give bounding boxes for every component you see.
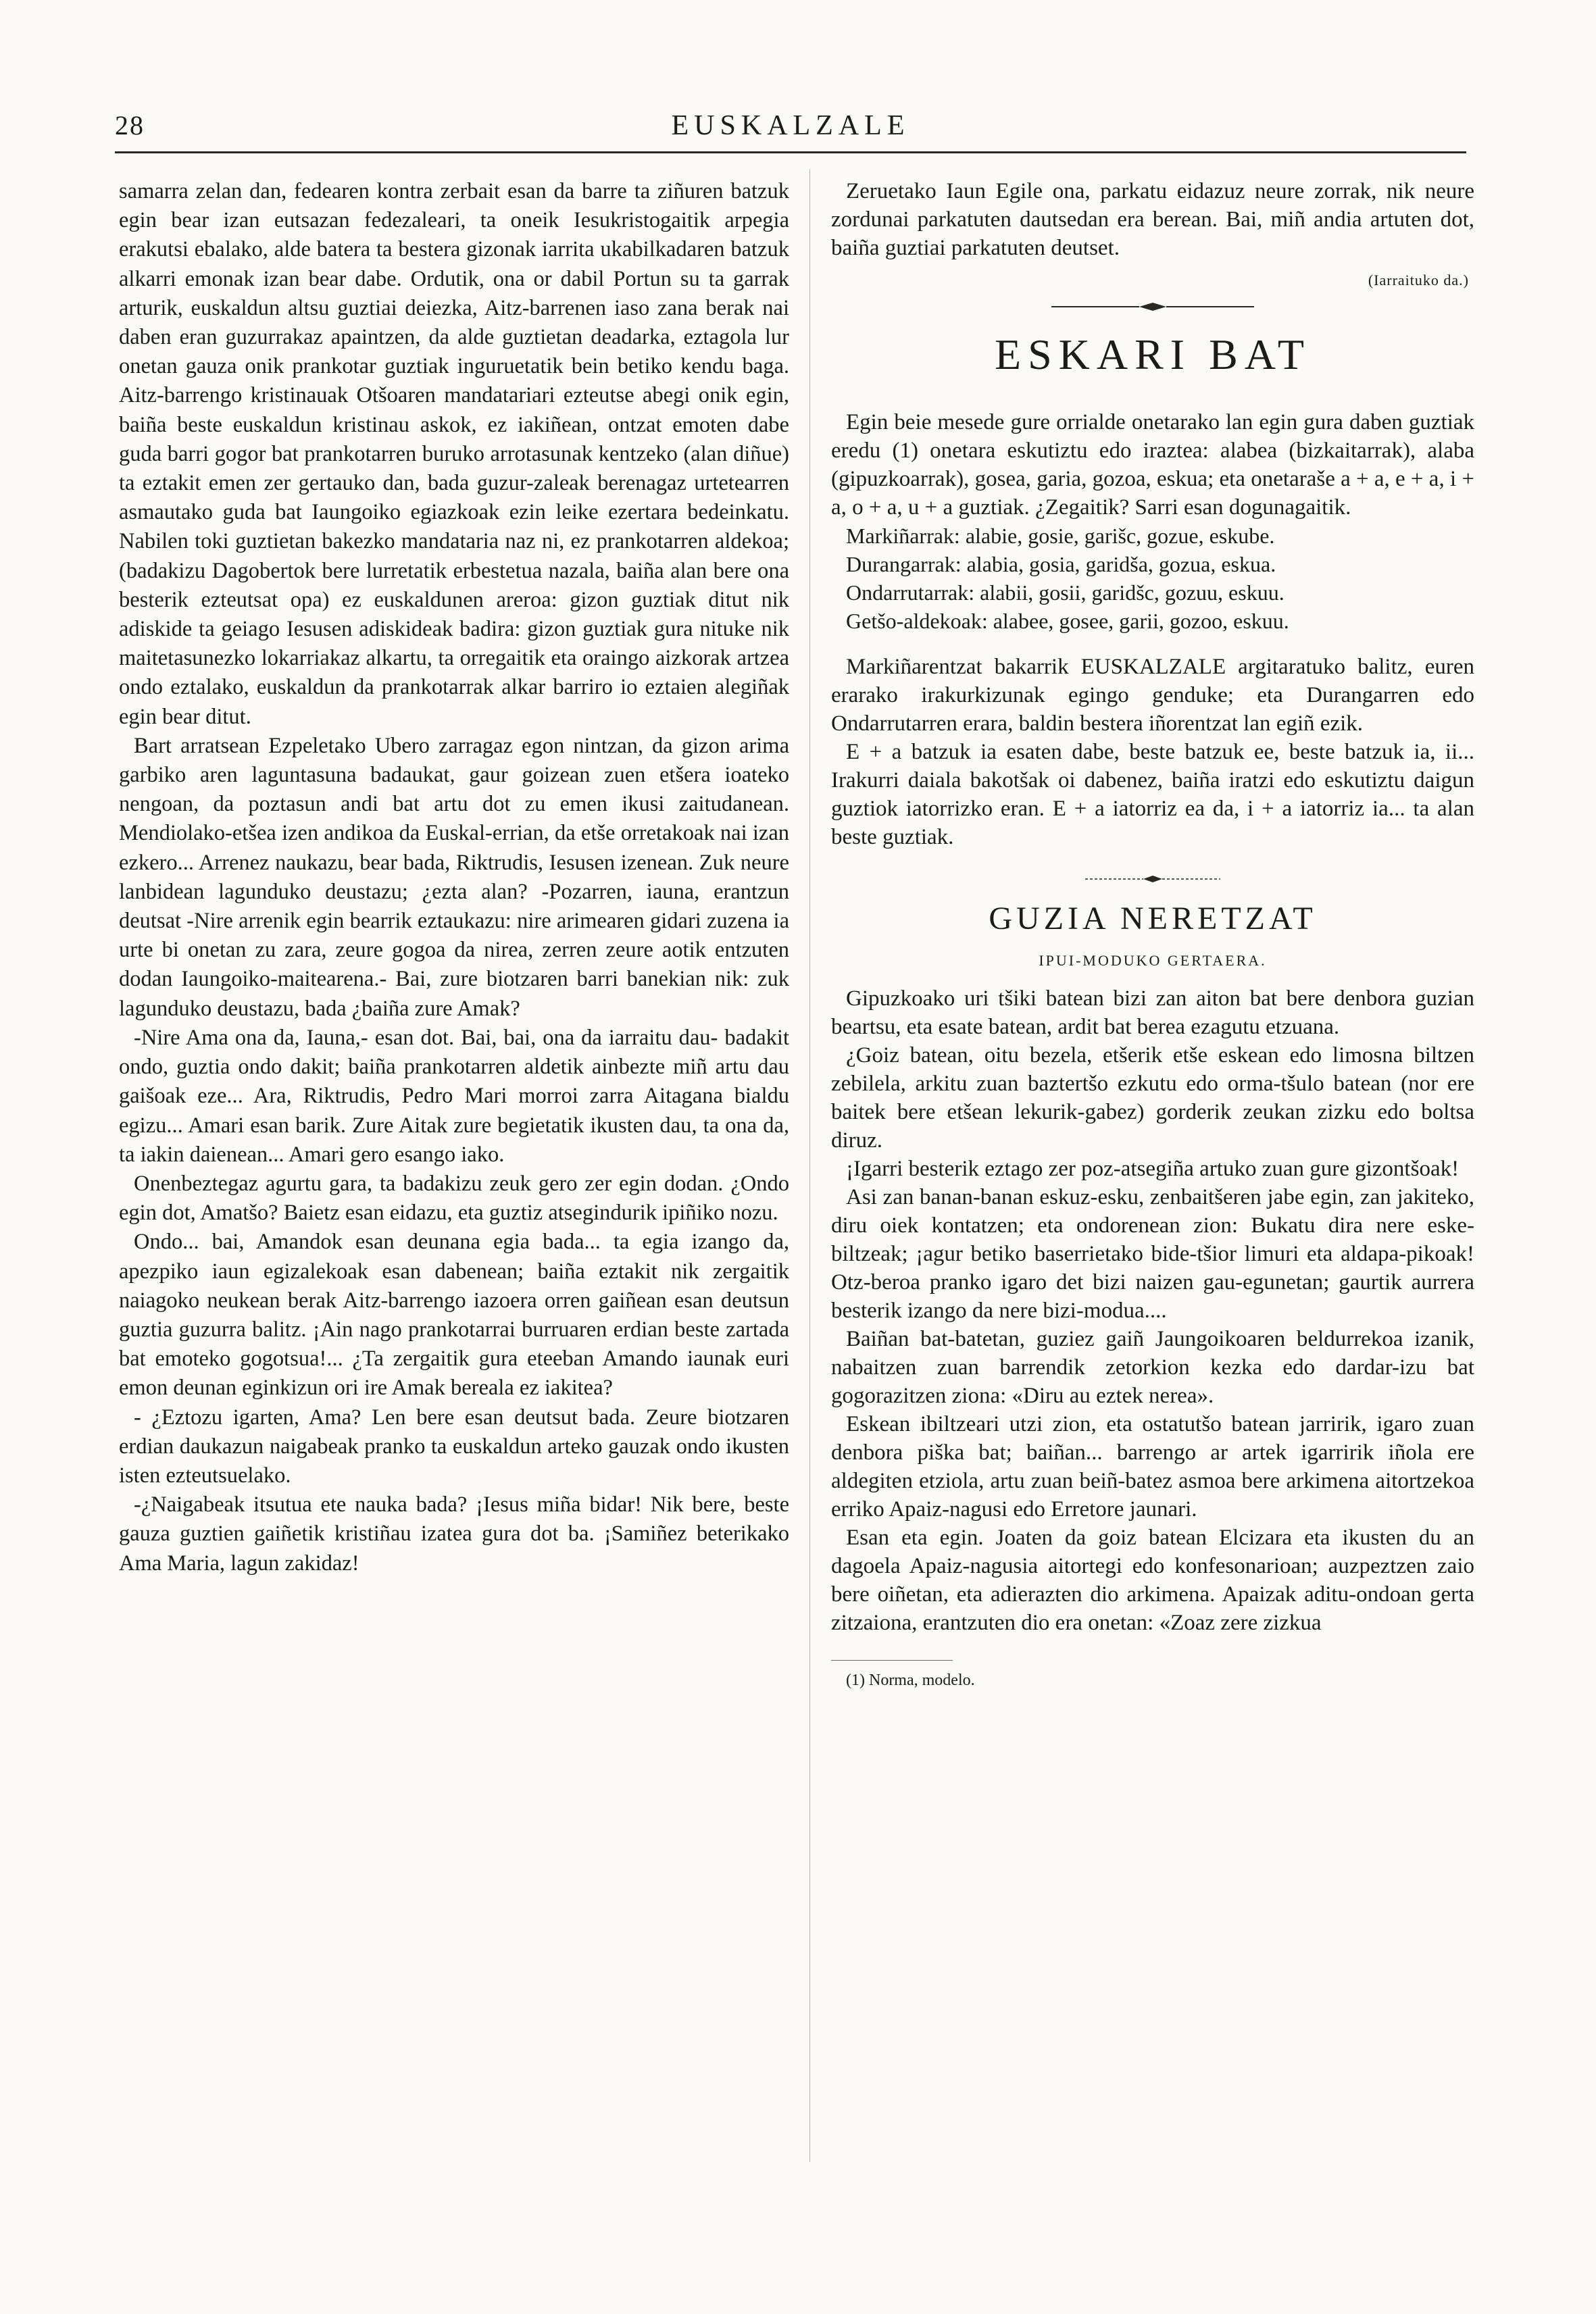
running-title: EUSKALZALE [671, 110, 910, 141]
dialect-list [831, 522, 1474, 635]
paragraph: ¿Goiz batean, oitu bezela, etšerik etše eskean edo limosna biltzen zebilela, arkitu zuan baztertšo ezkutu edo orma-tšulo batean (nor ere baitek bere etšean lekurik-gabez) gorderik zeukan zizku edo boltsa diruz. [831, 1043, 1474, 1153]
footnote: (1) Norma, modelo. [846, 1671, 975, 1689]
paragraph: - ¿Eztozu igarten, Ama? Len bere esan deutsut bada. Zeure biotzaren erdian daukazun naigabeak pranko ta euskaldun arteko gauzak ondo ikusten isten ezteutsuelako. [119, 1405, 789, 1488]
paragraph: Egin beie mesede gure orrialde onetarako lan egin gura daben guztiak eredu (1) onetara eskutiztu edo iraztea: alabea (bizkaitarrak), alaba (gipuzkoarrak), gosea, garia, gozoa, eskua; eta onetaraše a + a, e + a, i + a, o + a, u + a guztiak. ¿Zegaitik? Sarri esan dogunagaitik. [831, 410, 1474, 520]
paragraph: Gipuzkoako uri tšiki batean bizi zan aiton bat bere denbora guzian beartsu, eta esate batean, ardit bat berea ezagutu etzuana. [831, 986, 1474, 1039]
paragraph: ¡Igarri besterik eztago zer poz-atsegiña artuko zuan gure gizontšoak! [846, 1157, 1460, 1181]
ornament-divider [831, 874, 1474, 884]
page-number: 28 [115, 110, 145, 141]
list-item: Durangarrak: alabia, gosia, garidša, gozua, eskua. [846, 552, 1276, 576]
section-title-eskari-bat: ESKARI BAT [994, 330, 1312, 378]
paragraph: -¿Naigabeak itsutua ete nauka bada? ¡Iesus miña bidar! Nik bere, beste gauza guztien gaiñetik kristiñau izatea gura dot ba. ¡Samiñez beterikako Ama Maria, lagun zakidaz! [119, 1492, 789, 1576]
paragraph: Bart arratsean Ezpeletako Ubero zarragaz egon nintzan, da gizon arima garbiko aren laguntasuna badaukat, gaur goizean zuen etšera ioateko nengoan, da poztasun andi bat artu dot zu emen ikusi zaitudanean. Mendiolako-etšea izen andikoa da Euskal-errian, da etše orretakoak nai izan ezkero... Arrenez naukazu, bear bada, Riktrudis, Iesusen izenean. Zuk neure lanbidean lagunduko deustazu; ¿ezta alan? -Pozarren, iauna, erantzun deutsat -Nire arrenik egin bearrik eztaukazu: nire arimearen gidari zuzena ia urte bi onetan zu zara, zeure gogoa da nirea, zerren zeure aotik entzuten dodan Iaungoiko-maitearena.- Bai, zure biotzaren barri banekian nik: zuk lagunduko deustazu, bada ¿baiña zure Amak? [119, 733, 789, 1021]
continued-paragraph: Zeruetako Iaun Egile ona, parkatu eidazuz neure zorrak, nik neure zordunai parkatuten dautsedan era berean. Bai, miñ andia artuten dot, baiña guztiai parkatuten deutset. [831, 179, 1474, 260]
paragraph: Ondo... bai, Amandok esan deunana egia bada... ta egia izango da, apezpiko iaun egizalekoak esan dabenean; baiña eztakit nik zergaitik naiagoko neukean berak Aitz-barrengo iazoera orren gaiñean esan deutsun guztia guzurra balitz. ¡Ain nago prankotarrai burruaren erdian beste zartada bat emoteko gogotsua!... ¿Ta zergaitik gura eteeban Amando iaunak euri emon deunan eginkizun ori ire Amak bereala ez iakitea? [119, 1230, 789, 1401]
paragraph: -Nire Ama ona da, Iauna,- esan dot. Bai, bai, ona da iarraitu dau- badakit ondo, guztia ondo dakit; baiña prankotarren aldetik ainbezte miñ artu dau gaišoak eze... Ara, Riktrudis, Pedro Mari morroi zarra Aitagana bialdu egizu... Amari esan barik. Zure Aitak zure begietatik ikusten dau, ta ona da, ta iakin daienean... Amari gero esango iako. [119, 1025, 789, 1167]
paragraph: Baiñan bat-batetan, guziez gaiñ Jaungoikoaren beldurrekoa izanik, nabaitzen zuan barrendik zetorkion kezka edo dardar-izu bat gogorazitzen ziona: «Diru au eztek nerea». [831, 1327, 1474, 1408]
paragraph: Esan eta egin. Joaten da goiz batean Elcizara eta ikusten du an dagoela Apaiz-nagusia aitortegi edo konfesonarioan; auzpeztzen zaio bere oiñetan, eta adierazten dio arkimena. Apaizak aditu-ondoan gerta zitzaiona, erantzuten dio era onetan: «Zoaz zere zizkua [831, 1526, 1474, 1635]
page-header [115, 101, 1466, 149]
paragraph: samarra zelan dan, fedearen kontra zerbait esan da barre ta ziñuren batzuk egin bear izan eutsazan fedezaleari, ta oneik Iesukristogaitik arpegia erakutsi ebalako, alde batera ta bestera gizonak iarrita ukabilkadaren batzuk alkarri emonak izan bear dabe. Ordutik, ona or dabil Portun su ta garrak arturik, euskaldun altsu guztiai deiezka, Aitz-barrenen iaso zana berak nai daben eran guzurrakaz apaintzen, da alde guztietan deadarka, eztagola lur onetan gauza onik prankotar guztiak inguruetatik bein betiko kendu baga. Aitz-barrengo kristinauak Otšoaren mandatariari ezteutse abegi onik egin, baiña beste euskaldun kristinau askok, ez iakiñean, ontzat emoten dabe guda barri gogor bat prankotarren buruko arrotasunak kentzeko (alan diñue) ta eztakit emen zer gertauko dan, bada guzur-zaleak berenagaz urtetearren asmautako guda bat Iaungoiko egiazkoak ezin leike ezertara bedeinkatu. Nabilen toki guztietan bakezko mandataria naz ni, ez prankotarren aldekoa; (badakizu Dagobertok bere lurretatik erbestetua nazala, baiña alan bere ona besterik ezteutsat opa) ez euskaldunen areroa: gizon guztiak ditut nik adiskide ta geiago Iesusen adiskideak badira: gizon guztiak gura nituke nik maitetasunezko lokarriakaz alkartu, ta orregaitik eta oraingo aizkorak artzea ondo eztalako, euskaldun da prankotarrak alkar barriro io eztaien alegiñak egin bear ditut. [119, 179, 789, 729]
list-item: Markiñarrak: alabie, gosie, garišc, gozue, eskube. [846, 524, 1275, 548]
section-title-guzia-neretzat: GUZIA NERETZAT [989, 901, 1317, 936]
paragraph: E + a batzuk ia esaten dabe, beste batzuk ee, beste batzuk ia, ii... Irakurri daiala bakotšak oi dabenez, baiña iratzi edo eskutiztu daigun guztiok iatorrizko eran. E + a iatorriz ea da, i + a iatorriz ia... ta alan beste guztiak. [831, 740, 1474, 849]
paragraph: Onenbeztegaz agurtu gara, ta badakizu zeuk gero zer egin dodan. ¿Ondo egin dot, Amatšo? Baietz esan eidazu, eta guztiz atsegindurik ipiñiko nozu. [119, 1171, 789, 1226]
ornament-divider [831, 301, 1474, 312]
left-column [119, 177, 789, 1578]
paragraph: Asi zan banan-banan eskuz-esku, zenbaitšeren jabe egin, zan jakiteko, diru oiek kontatzen; eta ondorenean zion: Bukatu dira nere eske-biltzeak; ¡agur betiko baserrietako bide-tšior limuri eta aldapa-pikoak! Otz-beroa pranko igaro det bizi naizen gau-egunetan; gaurtik aurrera besterik izango da nere bizi-modua.... [831, 1185, 1474, 1323]
section-subtitle: IPUI-MODUKO GERTAERA. [1039, 952, 1267, 969]
paragraph: Markiñarentzat bakarrik EUSKALZALE argitaratuko balitz, euren erarako irakurkizunak egingo genduke; eta Durangarren edo Ondarrutarren erara, baldin bestera iñorentzat lan egiñ ezik. [831, 655, 1474, 736]
continuation-note: (Iarraituko da.) [1368, 272, 1469, 288]
list-item: Getšo-aldekoak: alabee, gosee, garii, gozoo, eskuu. [846, 609, 1289, 633]
paragraph: Eskean ibiltzeari utzi zion, eta ostatutšo batean jarririk, igaro zuan denbora piška bat; baiñan... barrengo ar artek igarririk iñola ere aldegiten etziola, artu zuan beiñ-batez asmoa bere arkimena aitortzekoa erriko Apaiz-nagusi edo Erretore jaunari. [831, 1412, 1474, 1521]
right-column [831, 177, 1474, 1690]
footnote-rule [831, 1660, 953, 1661]
column-divider [809, 169, 810, 2162]
list-item: Ondarrutarrak: alabii, gosii, garidšc, gozuu, eskuu. [846, 580, 1285, 605]
header-rule [115, 151, 1466, 153]
